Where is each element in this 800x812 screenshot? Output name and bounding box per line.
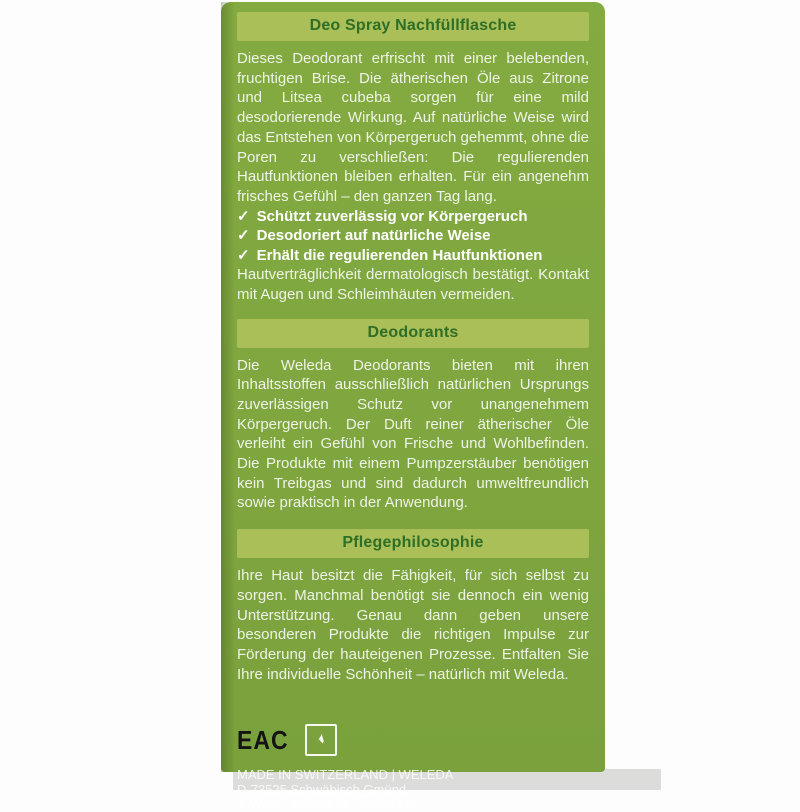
benefit-check-list [237, 207, 589, 266]
address-line: D-73525 Schwäbisch Gmünd [237, 781, 407, 797]
certification-marks-row [237, 724, 589, 756]
check-icon: ✓ [237, 227, 250, 245]
deo-spray-package-back-panel [221, 2, 605, 812]
benefit-label: Erhält die regulierenden Hautfunktionen [256, 246, 543, 264]
section-header-deodorants: Deodorants [237, 319, 589, 348]
section-body-description: Dieses Deodorant erfrischt mit einer belebenden, fruchtigen Brise. Die ätherischen Öle aus Zitrone und Litsea cubeba sorgen für eine mild desodorierende Wirkung. Auf natürliche Weise wird das Entstehen von Körpergeruch gehemmt, ohne die Poren zu verschließen: Die regulierenden Hautfunktionen bleiben erhalten. Für ein angenehm frisches Gefühl – den ganzen Tag lang. [237, 50, 589, 205]
website-line: A-Wien | weleda.de | weleda.at [237, 796, 416, 812]
eac-conformity-mark-icon: EAC [237, 725, 289, 755]
check-icon: ✓ [237, 207, 250, 225]
benefit-label: Desodoriert auf natürliche Weise [256, 227, 491, 245]
manufacturer-address-block [237, 768, 589, 812]
dermatology-note: Hautverträglichkeit dermatologisch bestätigt. Kontakt mit Augen und Schleimhäuten vermeiden. [237, 266, 589, 303]
benefit-label: Schützt zuverlässig vor Körpergeruch [256, 207, 528, 225]
benefit-item [237, 226, 589, 246]
section-header-deo-spray-nachfuellflasche: Deo Spray Nachfüllflasche [237, 12, 589, 41]
flammable-icon [305, 724, 337, 756]
section-header-pflegephilosophie: Pflegephilosophie [237, 529, 589, 558]
section-body-pflegephilosophie: Ihre Haut besitzt die Fähigkeit, für sich selbst zu sorgen. Manchmal benötigt sie dennoch ein wenig Unterstützung. Genau dann geben unsere besonderen Produkte die richtigen Impulse zur Förderung der hauteigenen Prozesse. Entfalten Sie Ihre individuelle Schönheit – natürlich mit Weleda. [237, 567, 589, 683]
check-icon: ✓ [237, 246, 250, 264]
section-body-deodorants: Die Weleda Deodorants bieten mit ihren Inhaltsstoffen ausschließlich natürlichen Ursprungs zuverlässigen Schutz vor unangenehmem Körpergeruch. Der Duft reiner ätherischer Öle verleiht ein Gefühl von Frische und Wohlbefinden. Die Produkte mit einem Pumpzerstäuber benötigen kein Treibgas und sind dadurch umweltfreundlich sowie praktisch in der Anwendung. [237, 356, 589, 512]
benefit-item [237, 246, 589, 266]
benefit-item [237, 207, 589, 227]
made-in-line: MADE IN SWITZERLAND | WELEDA [237, 767, 454, 783]
